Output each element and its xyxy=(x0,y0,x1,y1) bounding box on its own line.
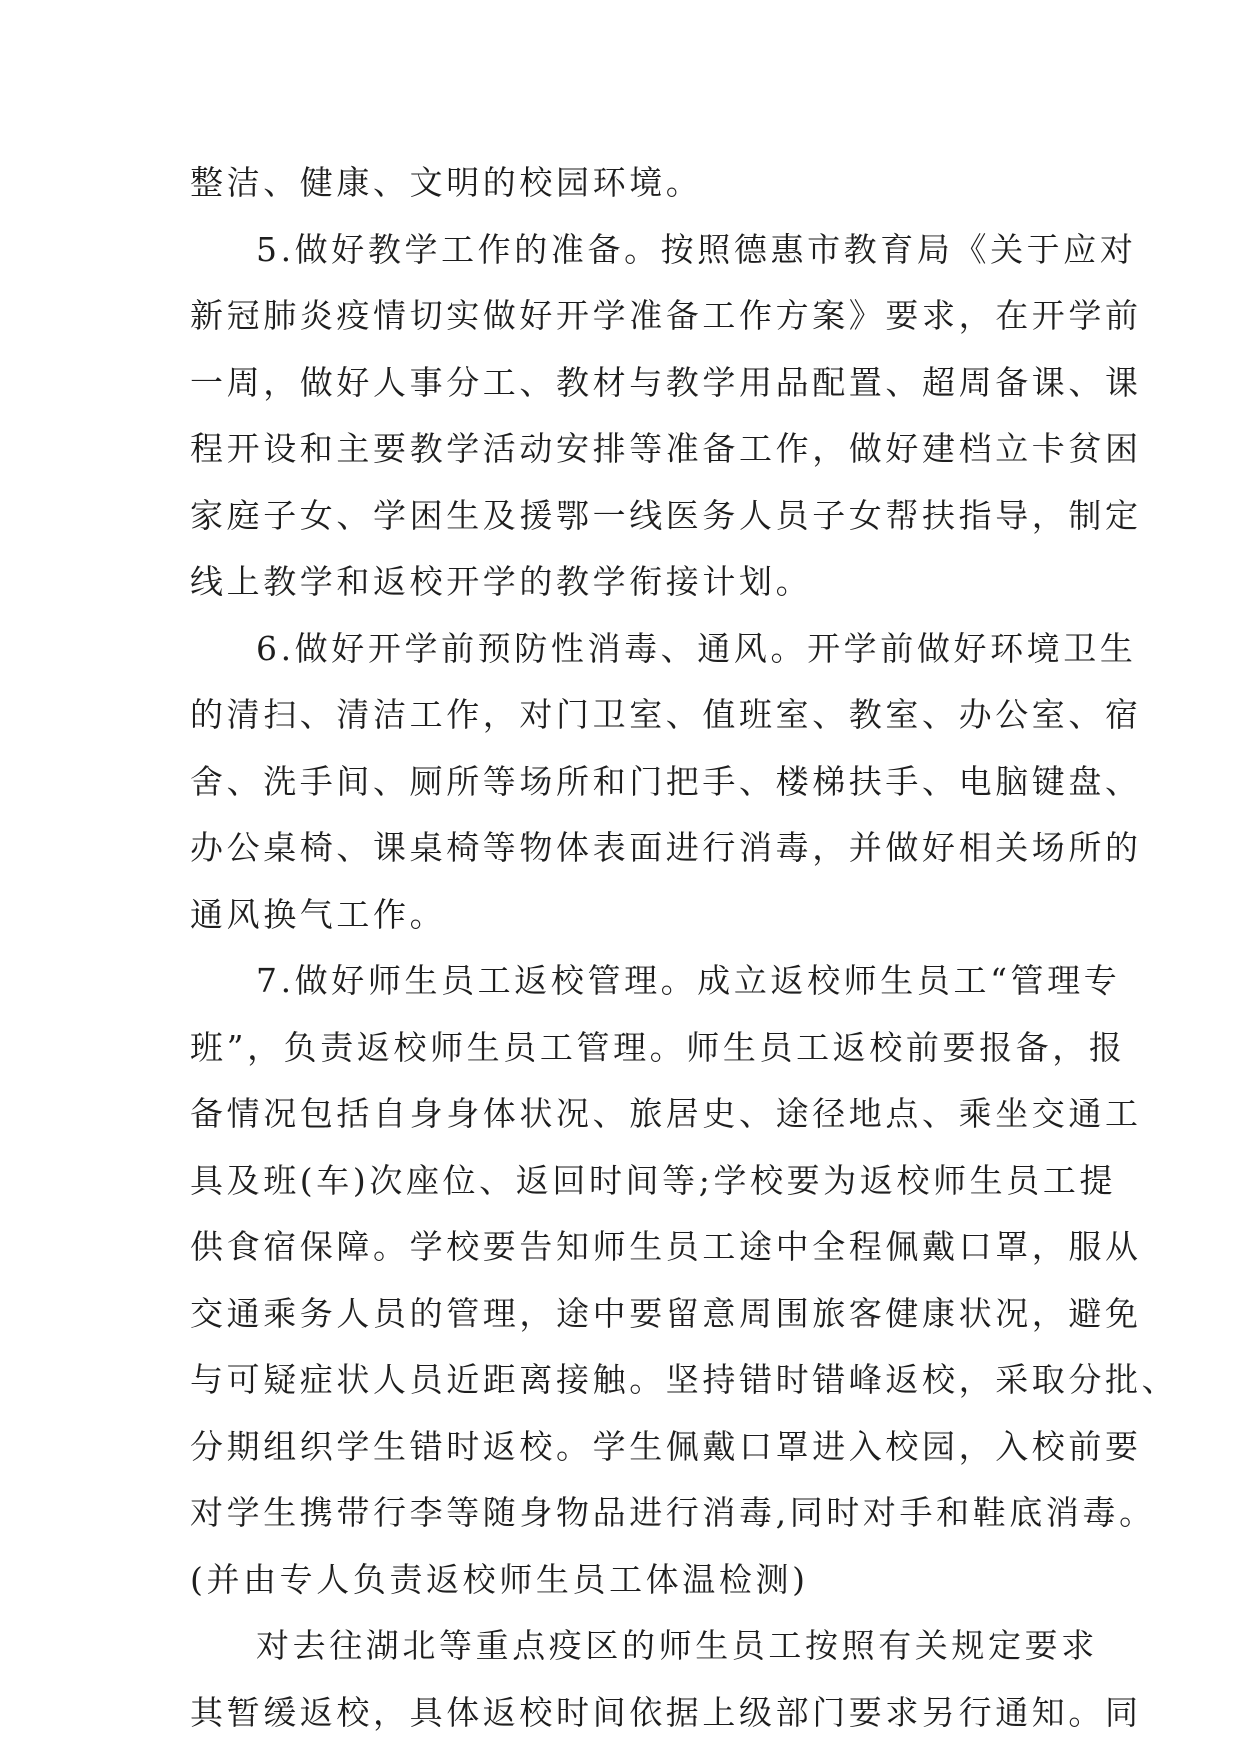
text-line: 对去往湖北等重点疫区的师生员工按照有关规定要求 xyxy=(256,1626,1098,1665)
text-line: 新冠肺炎疫情切实做好开学准备工作方案》要求，在开学前 xyxy=(190,296,1142,335)
text-line: 6.做好开学前预防性消毒、通风。开学前做好环境卫生 xyxy=(256,628,1137,668)
text-line: 7.做好师生员工返校管理。成立返校师生员工“管理专 xyxy=(256,961,1121,1000)
text-line: 交通乘务人员的管理，途中要留意周围旅客健康状况，避免 xyxy=(190,1293,1142,1333)
text-line: 线上教学和返校开学的教学衔接计划。 xyxy=(190,562,813,601)
text-line: 分期组织学生错时返校。学生佩戴口罩进入校园，入校前要 xyxy=(190,1426,1142,1466)
text-line: 的清扫、清洁工作，对门卫室、值班室、教室、办公室、宿 xyxy=(190,695,1142,734)
document-body xyxy=(190,150,1179,1746)
text-line: 5.做好教学工作的准备。按照德惠市教育局《关于应对 xyxy=(256,229,1137,269)
text-line: 其暂缓返校，具体返校时间依据上级部门要求另行通知。同 xyxy=(190,1692,1142,1732)
text-line: (并由专人负责返校师生员工体温检测) xyxy=(190,1559,809,1599)
text-line: 备情况包括自身身体状况、旅居史、途径地点、乘坐交通工 xyxy=(190,1094,1142,1133)
text-line: 家庭子女、学困生及援鄂一线医务人员子女帮扶指导，制定 xyxy=(190,495,1142,535)
text-line: 通风换气工作。 xyxy=(190,894,447,934)
text-line: 与可疑症状人员近距离接触。坚持错时错峰返校，采取分批、 xyxy=(190,1360,1179,1399)
text-line: 一周，做好人事分工、教材与教学用品配置、超周备课、课 xyxy=(190,362,1142,402)
text-line: 整洁、健康、文明的校园环境。 xyxy=(190,163,703,202)
text-line: 供食宿保障。学校要告知师生员工途中全程佩戴口罩，服从 xyxy=(190,1227,1142,1266)
text-line: 具及班(车)次座位、返回时间等;学校要为返校师生员工提 xyxy=(190,1160,1117,1200)
text-line: 程开设和主要教学活动安排等准备工作，做好建档立卡贫困 xyxy=(190,429,1142,468)
text-line: 对学生携带行李等随身物品进行消毒,同时对手和鞋底消毒。 xyxy=(190,1493,1156,1532)
text-line: 班”，负责返校师生员工管理。师生员工返校前要报备，报 xyxy=(190,1027,1126,1067)
text-line: 办公桌椅、课桌椅等物体表面进行消毒，并做好相关场所的 xyxy=(190,828,1142,867)
text-line: 舍、洗手间、厕所等场所和门把手、楼梯扶手、电脑键盘、 xyxy=(190,761,1142,801)
